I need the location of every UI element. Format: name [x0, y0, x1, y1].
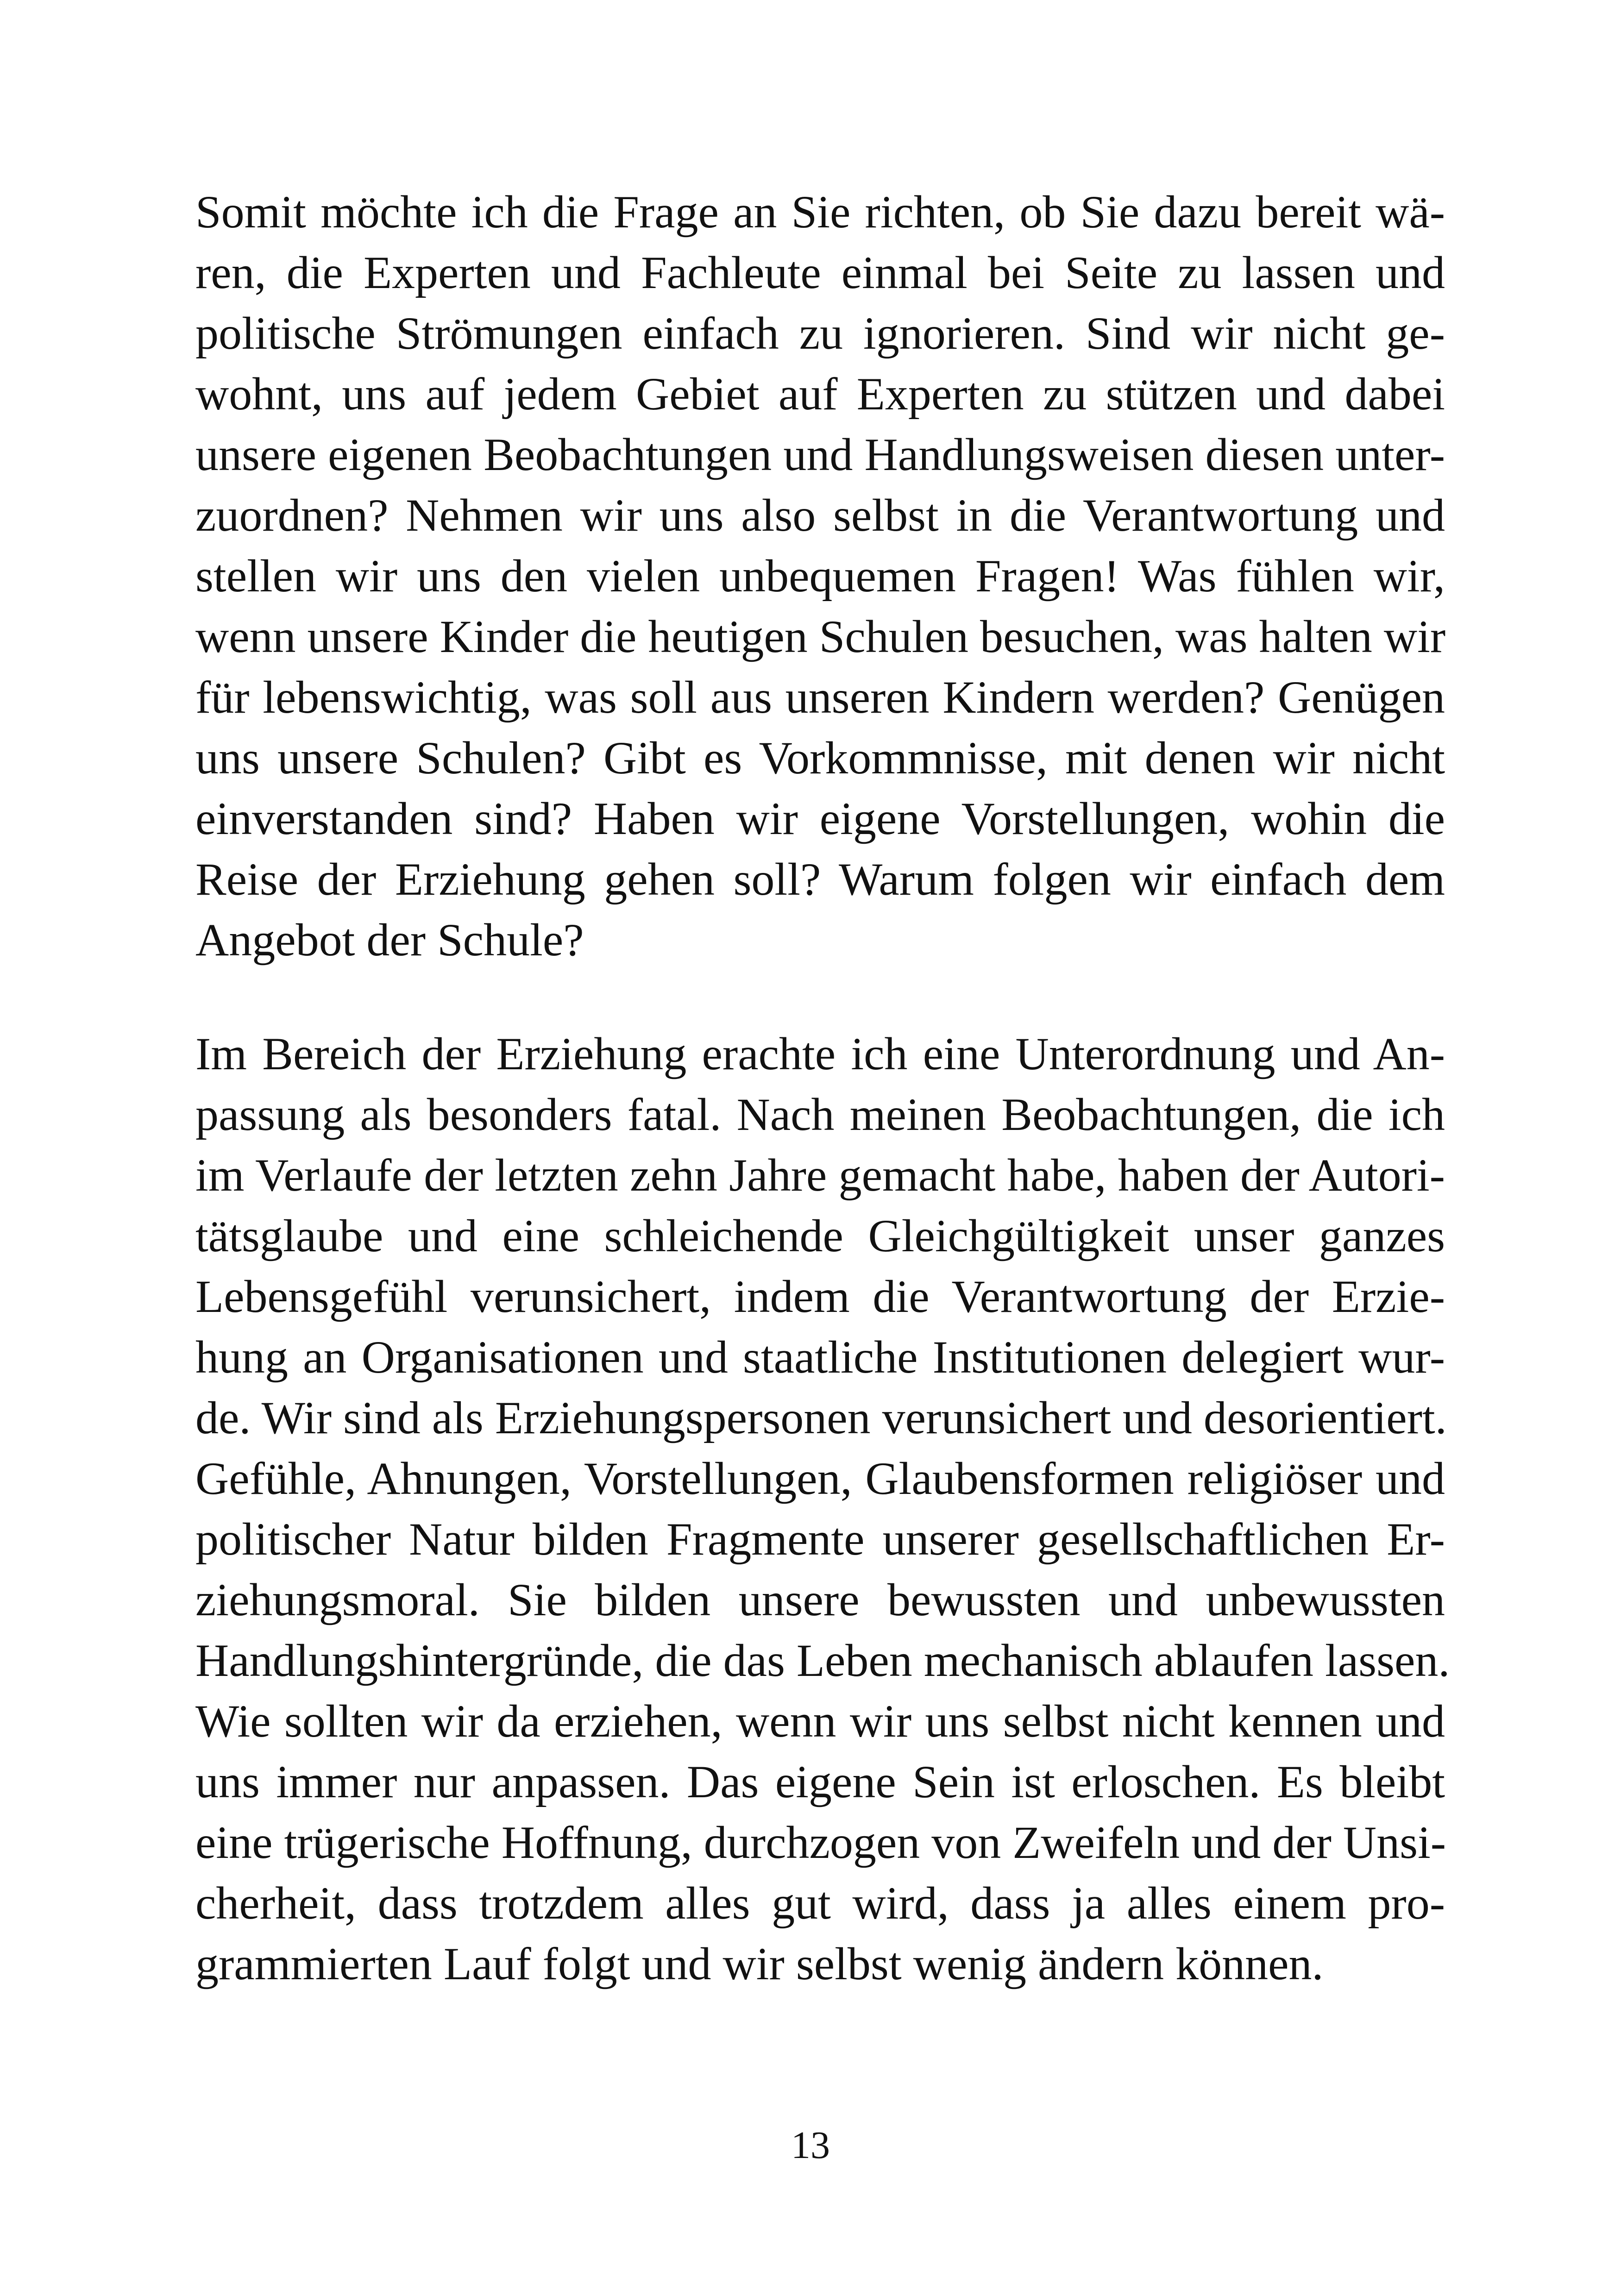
text-line: stellen wir uns den vielen unbequemen Fragen! Was fühlen wir,	[195, 550, 1445, 602]
text-line: Somit möchte ich die Frage an Sie richten, ob Sie dazu bereit wä-	[195, 186, 1445, 238]
text-line: uns unsere Schulen? Gibt es Vorkommnisse, mit denen wir nicht	[195, 732, 1445, 784]
text-line: uns immer nur anpassen. Das eigene Sein ist erloschen. Es bleibt	[195, 1756, 1445, 1807]
text-line: eine trügerische Hoffnung, durchzogen von Zweifeln und der Unsi-	[195, 1817, 1446, 1868]
text-line: politischer Natur bilden Fragmente unserer gesellschaftlichen Er-	[195, 1513, 1445, 1565]
text-line: Im Bereich der Erziehung erachte ich eine Unterordnung und An-	[195, 1028, 1445, 1079]
text-line: hung an Organisationen und staatliche Institutionen delegiert wur-	[195, 1331, 1445, 1383]
paragraph-2	[195, 1023, 1450, 1994]
text-line: grammierten Lauf folgt und wir selbst wenig ändern können.	[195, 1938, 1324, 1989]
text-line: de. Wir sind als Erziehungspersonen verunsichert und desorientiert.	[195, 1392, 1447, 1443]
text-line: Handlungshintergründe, die das Leben mechanisch ablaufen lassen.	[195, 1635, 1450, 1686]
text-line: wohnt, uns auf jedem Gebiet auf Experten zu stützen und dabei	[195, 368, 1445, 420]
text-line: im Verlaufe der letzten zehn Jahre gemacht habe, haben der Autori-	[195, 1149, 1445, 1201]
text-line: Reise der Erziehung gehen soll? Warum folgen wir einfach dem	[195, 853, 1445, 905]
page-number: 13	[791, 2124, 830, 2167]
text-line: tätsglaube und eine schleichende Gleichgültigkeit unser ganzes	[195, 1210, 1445, 1261]
text-line: Wie sollten wir da erziehen, wenn wir uns selbst nicht kennen und	[195, 1695, 1445, 1747]
text-line: ziehungsmoral. Sie bilden unsere bewussten und unbewussten	[195, 1574, 1445, 1625]
text-line: ren, die Experten und Fachleute einmal bei Seite zu lassen und	[195, 247, 1445, 298]
text-line: zuordnen? Nehmen wir uns also selbst in die Verantwortung und	[195, 489, 1445, 541]
paragraph-1	[195, 182, 1445, 970]
text-line: passung als besonders fatal. Nach meinen Beobachtungen, die ich	[195, 1089, 1445, 1140]
text-line: Lebensgefühl verunsichert, indem die Verantwortung der Erzie-	[195, 1271, 1445, 1322]
text-line: politische Strömungen einfach zu ignorieren. Sind wir nicht ge-	[195, 307, 1445, 359]
text-line: wenn unsere Kinder die heutigen Schulen besuchen, was halten wir	[195, 611, 1446, 662]
text-line: unsere eigenen Beobachtungen und Handlungsweisen diesen unter-	[195, 429, 1445, 480]
text-line: Gefühle, Ahnungen, Vorstellungen, Glaubensformen religiöser und	[195, 1453, 1445, 1504]
text-line: einverstanden sind? Haben wir eigene Vorstellungen, wohin die	[195, 793, 1445, 844]
text-line: cherheit, dass trotzdem alles gut wird, dass ja alles einem pro-	[195, 1877, 1445, 1929]
text-line: für lebenswichtig, was soll aus unseren Kindern werden? Genügen	[195, 671, 1445, 723]
text-line: Angebot der Schule?	[195, 914, 584, 966]
